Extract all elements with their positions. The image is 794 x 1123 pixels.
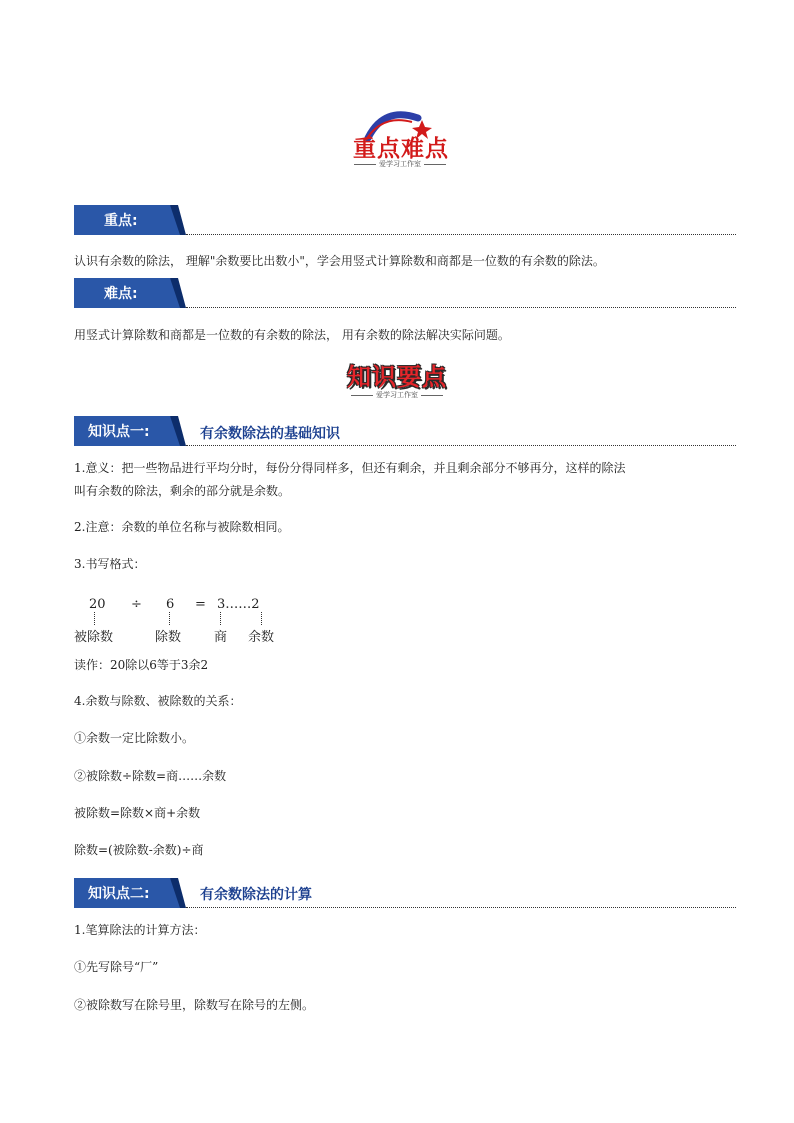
logo-title: 重点难点 bbox=[353, 136, 449, 162]
relation-2: ②被除数÷除数=商……余数 bbox=[74, 769, 227, 783]
label-dividend: 被除数 bbox=[74, 630, 114, 645]
section1-title: 有余数除法的基础知识 bbox=[200, 426, 340, 442]
section1-item2: 2.注意：余数的单位名称与被除数相同。 bbox=[74, 520, 290, 534]
dotted-connector bbox=[169, 612, 172, 625]
divider bbox=[186, 907, 736, 908]
logo-knowledge bbox=[335, 357, 459, 407]
divider bbox=[186, 445, 736, 446]
formula-quotient-remainder: 3……2 bbox=[217, 597, 260, 612]
formula-equals: = bbox=[195, 597, 206, 612]
logo-title: 知识要点 bbox=[347, 363, 447, 391]
label-quotient: 商 bbox=[214, 630, 228, 645]
divider bbox=[186, 307, 736, 308]
section1-item4: 4.余数与除数、被除数的关系： bbox=[74, 694, 242, 708]
section1-tag: 知识点一: bbox=[74, 416, 186, 446]
dotted-connector bbox=[220, 612, 223, 625]
divider bbox=[186, 234, 736, 235]
difficulty-tag: 难点: bbox=[74, 278, 186, 308]
section1-item1-line1: 1.意义：把一些物品进行平均分时，每份分得同样多，但还有剩余，并且剩余部分不够再分，这样的除法 bbox=[74, 461, 626, 475]
logo-subtitle: 爱学习工作室 bbox=[335, 390, 459, 400]
step-1: ①先写除号“厂” bbox=[74, 960, 159, 974]
section1-item3: 3.书写格式： bbox=[74, 557, 146, 571]
label-remainder: 余数 bbox=[248, 630, 275, 645]
key-point-text: 认识有余数的除法， 理解"余数要比出数小"，学会用竖式计算除数和商都是一位数的有余数的除法。 bbox=[74, 254, 605, 268]
difficulty-text: 用竖式计算除数和商都是一位数的有余数的除法， 用有余数的除法解决实际问题。 bbox=[74, 328, 510, 342]
formula-dividend: 20 bbox=[89, 597, 106, 612]
formula-divide-sign: ÷ bbox=[131, 597, 142, 612]
logo-key-difficult bbox=[340, 100, 460, 172]
key-point-tag: 重点: bbox=[74, 205, 186, 235]
dotted-connector bbox=[94, 612, 97, 625]
dotted-connector bbox=[261, 612, 264, 625]
logo-subtitle: 爱学习工作室 bbox=[340, 159, 460, 169]
formula-divisor: 6 bbox=[166, 597, 175, 612]
read-as: 读作：20除以6等于3余2 bbox=[74, 658, 209, 672]
relation-4: 除数=(被除数-余数)÷商 bbox=[74, 843, 204, 857]
section1-item1-line2: 叫有余数的除法，剩余的部分就是余数。 bbox=[74, 484, 291, 498]
label-divisor: 除数 bbox=[155, 630, 182, 645]
section2-item1: 1.笔算除法的计算方法： bbox=[74, 923, 206, 937]
relation-1: ①余数一定比除数小。 bbox=[74, 731, 195, 745]
step-2: ②被除数写在除号里，除数写在除号的左侧。 bbox=[74, 998, 315, 1012]
section2-title: 有余数除法的计算 bbox=[200, 887, 312, 903]
section2-tag: 知识点二: bbox=[74, 878, 186, 908]
relation-3: 被除数=除数×商+余数 bbox=[74, 806, 201, 820]
